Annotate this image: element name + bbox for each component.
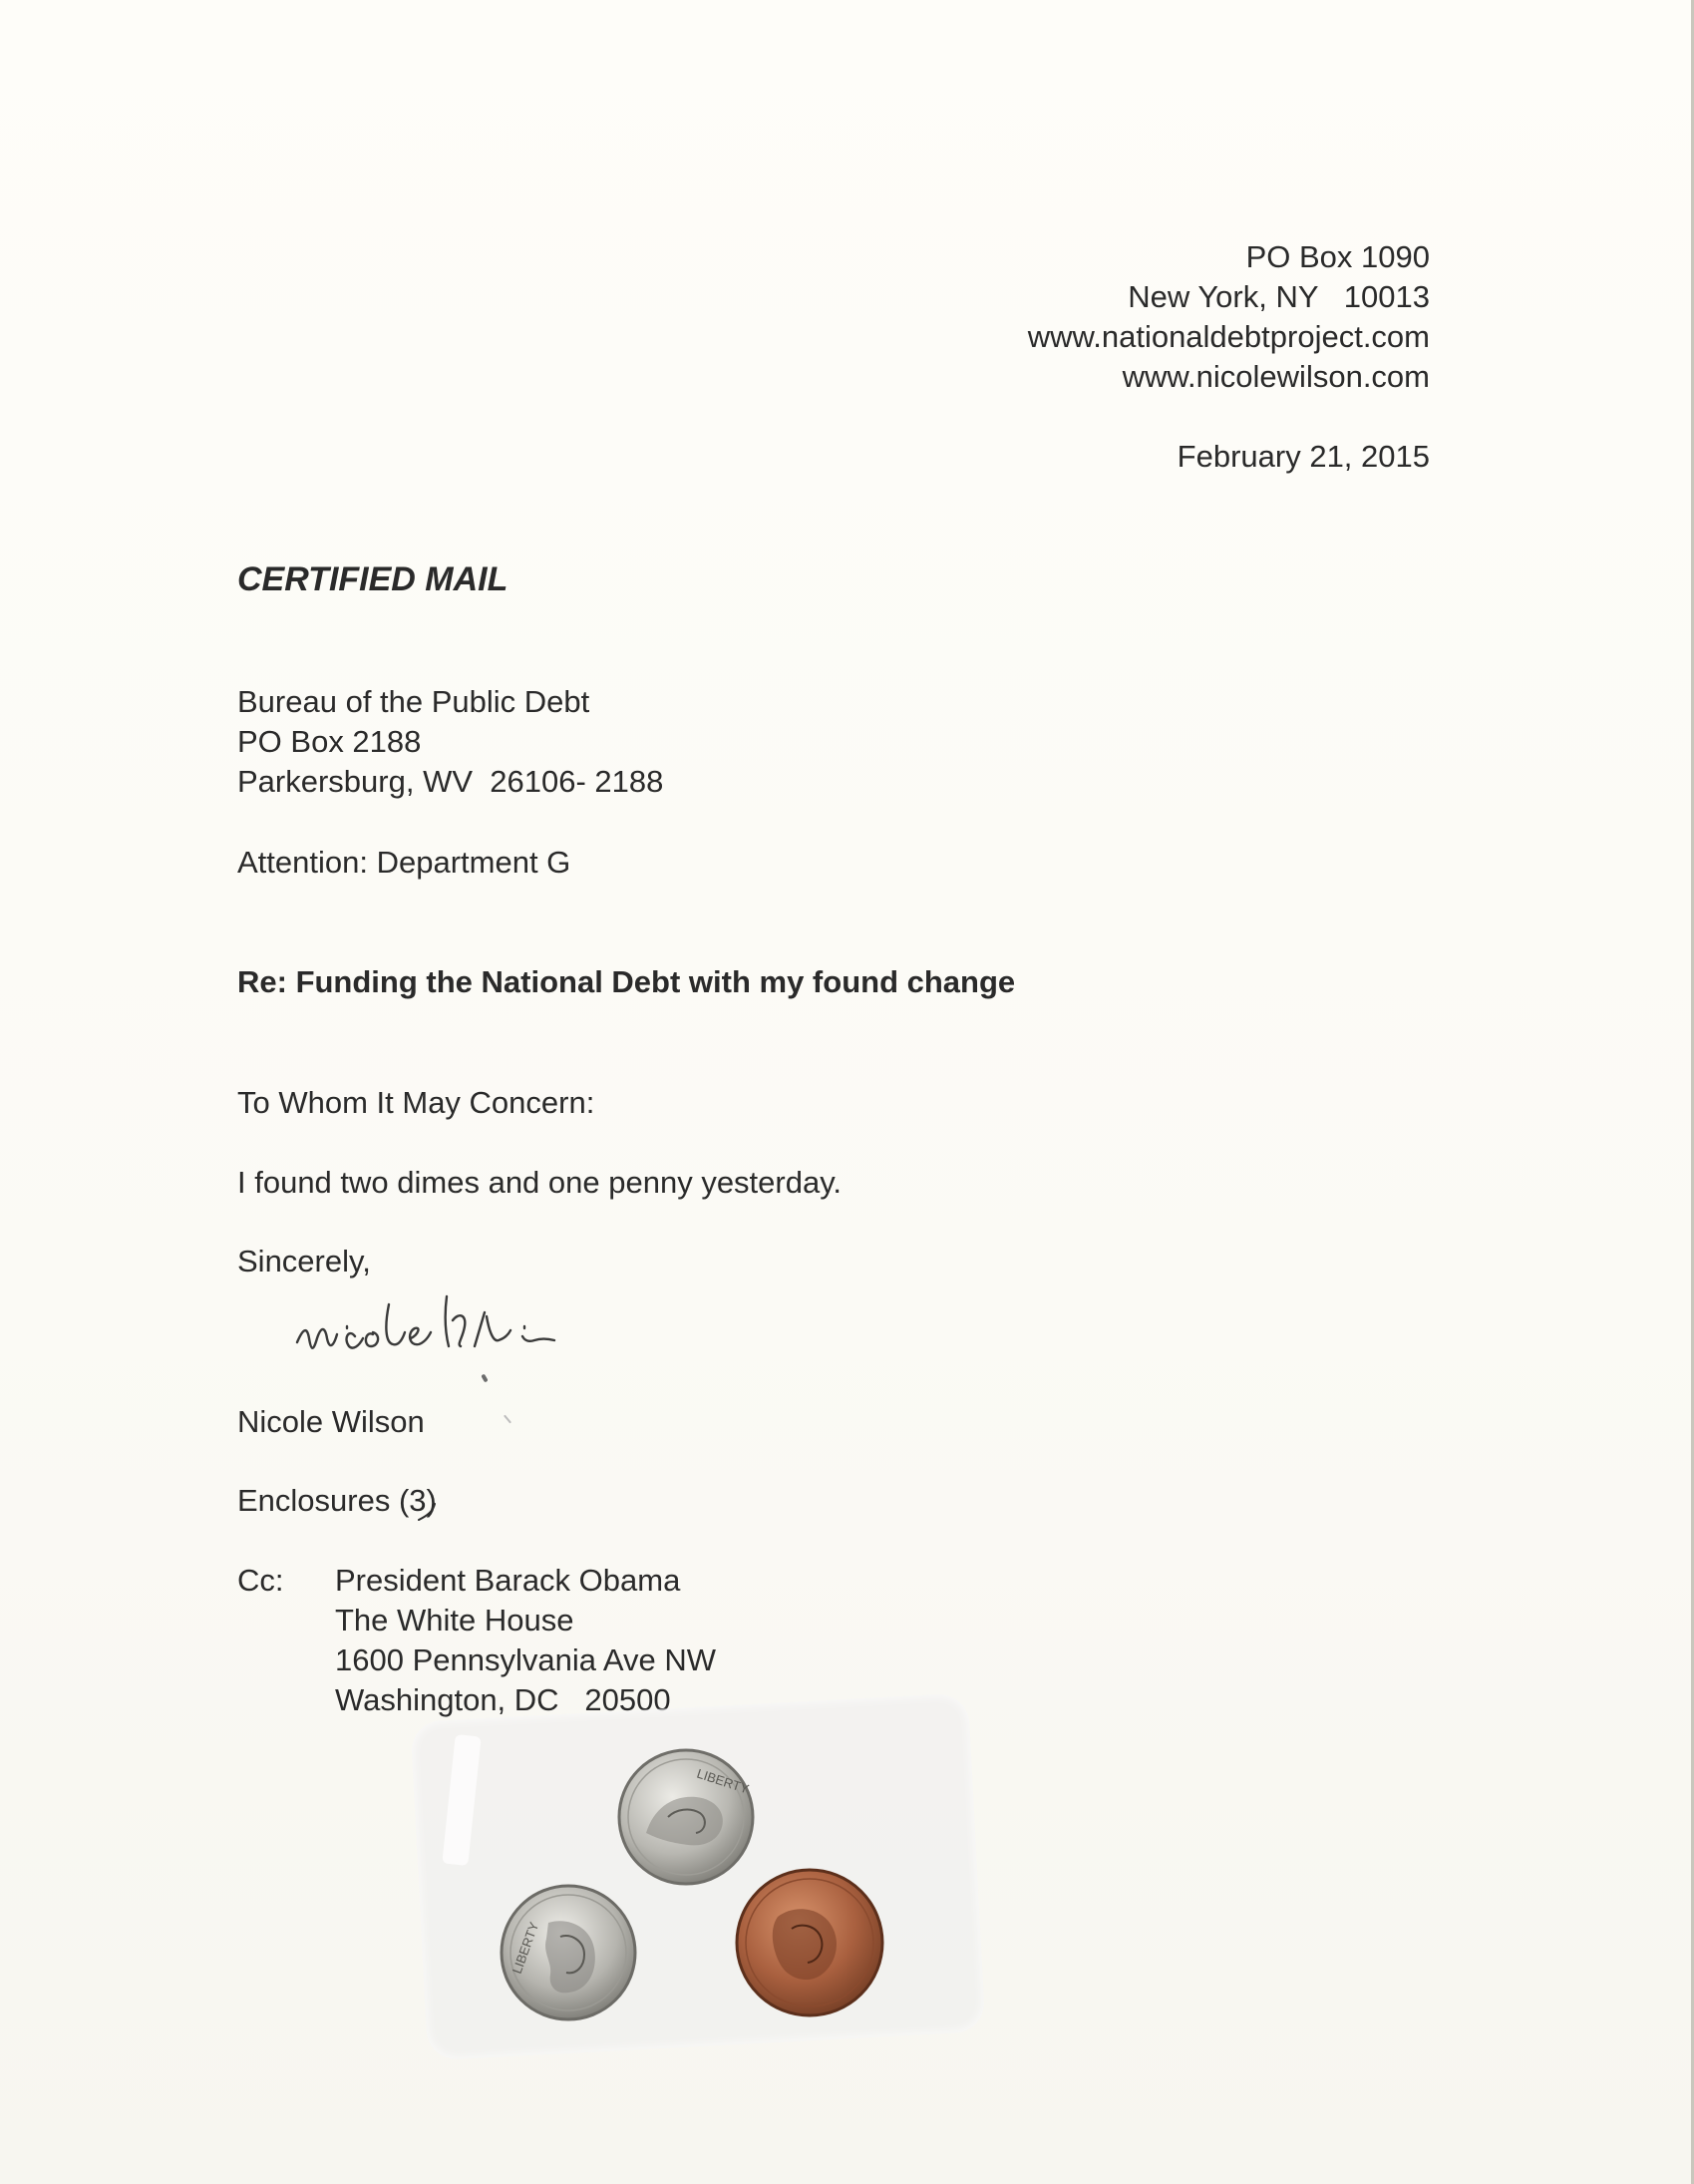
recipient-city-line: Parkersburg, WV 26106- 2188 <box>237 764 664 799</box>
recipient-name: Bureau of the Public Debt <box>237 684 590 719</box>
attention-line: Attention: Department G <box>237 845 571 880</box>
handwritten-signature <box>289 1269 668 1378</box>
return-address <box>1028 237 1430 397</box>
cc-line: President Barack Obama <box>335 1563 681 1598</box>
cc-line: The White House <box>335 1603 574 1638</box>
dime-coin <box>499 1883 638 2022</box>
letter-date: February 21, 2015 <box>1177 439 1430 474</box>
recipient-po-box: PO Box 2188 <box>237 724 422 759</box>
svg-text:LIBERTY: LIBERTY <box>508 1920 542 1977</box>
cc-line: 1600 Pennsylvania Ave NW <box>335 1642 716 1677</box>
svg-text:LIBERTY: LIBERTY <box>695 1765 752 1797</box>
certified-mail-heading: CERTIFIED MAIL <box>237 560 508 598</box>
subject-line: Re: Funding the National Debt with my found change <box>237 964 1016 999</box>
letter-body: I found two dimes and one penny yesterday. <box>237 1165 843 1200</box>
closing: Sincerely, <box>237 1244 371 1278</box>
cc-line: Washington, DC 20500 <box>335 1682 671 1717</box>
paper-speck <box>504 1415 511 1424</box>
penny-coin <box>734 1867 885 2018</box>
return-city-line: New York, NY 10013 <box>1128 279 1430 314</box>
salutation: To Whom It May Concern: <box>237 1085 595 1120</box>
enclosures-line: Enclosures (3) <box>237 1483 437 1518</box>
return-po-box: PO Box 1090 <box>1245 239 1430 274</box>
cc-label: Cc: <box>237 1563 284 1598</box>
website-nicole-wilson: www.nicolewilson.com <box>1122 359 1430 394</box>
recipient-address <box>237 682 663 802</box>
handwritten-correction <box>411 1490 441 1526</box>
dime-coin <box>616 1747 756 1887</box>
cc-address <box>335 1561 716 1720</box>
website-national-debt-project: www.nationaldebtproject.com <box>1027 319 1430 354</box>
signer-name: Nicole Wilson <box>237 1404 425 1439</box>
